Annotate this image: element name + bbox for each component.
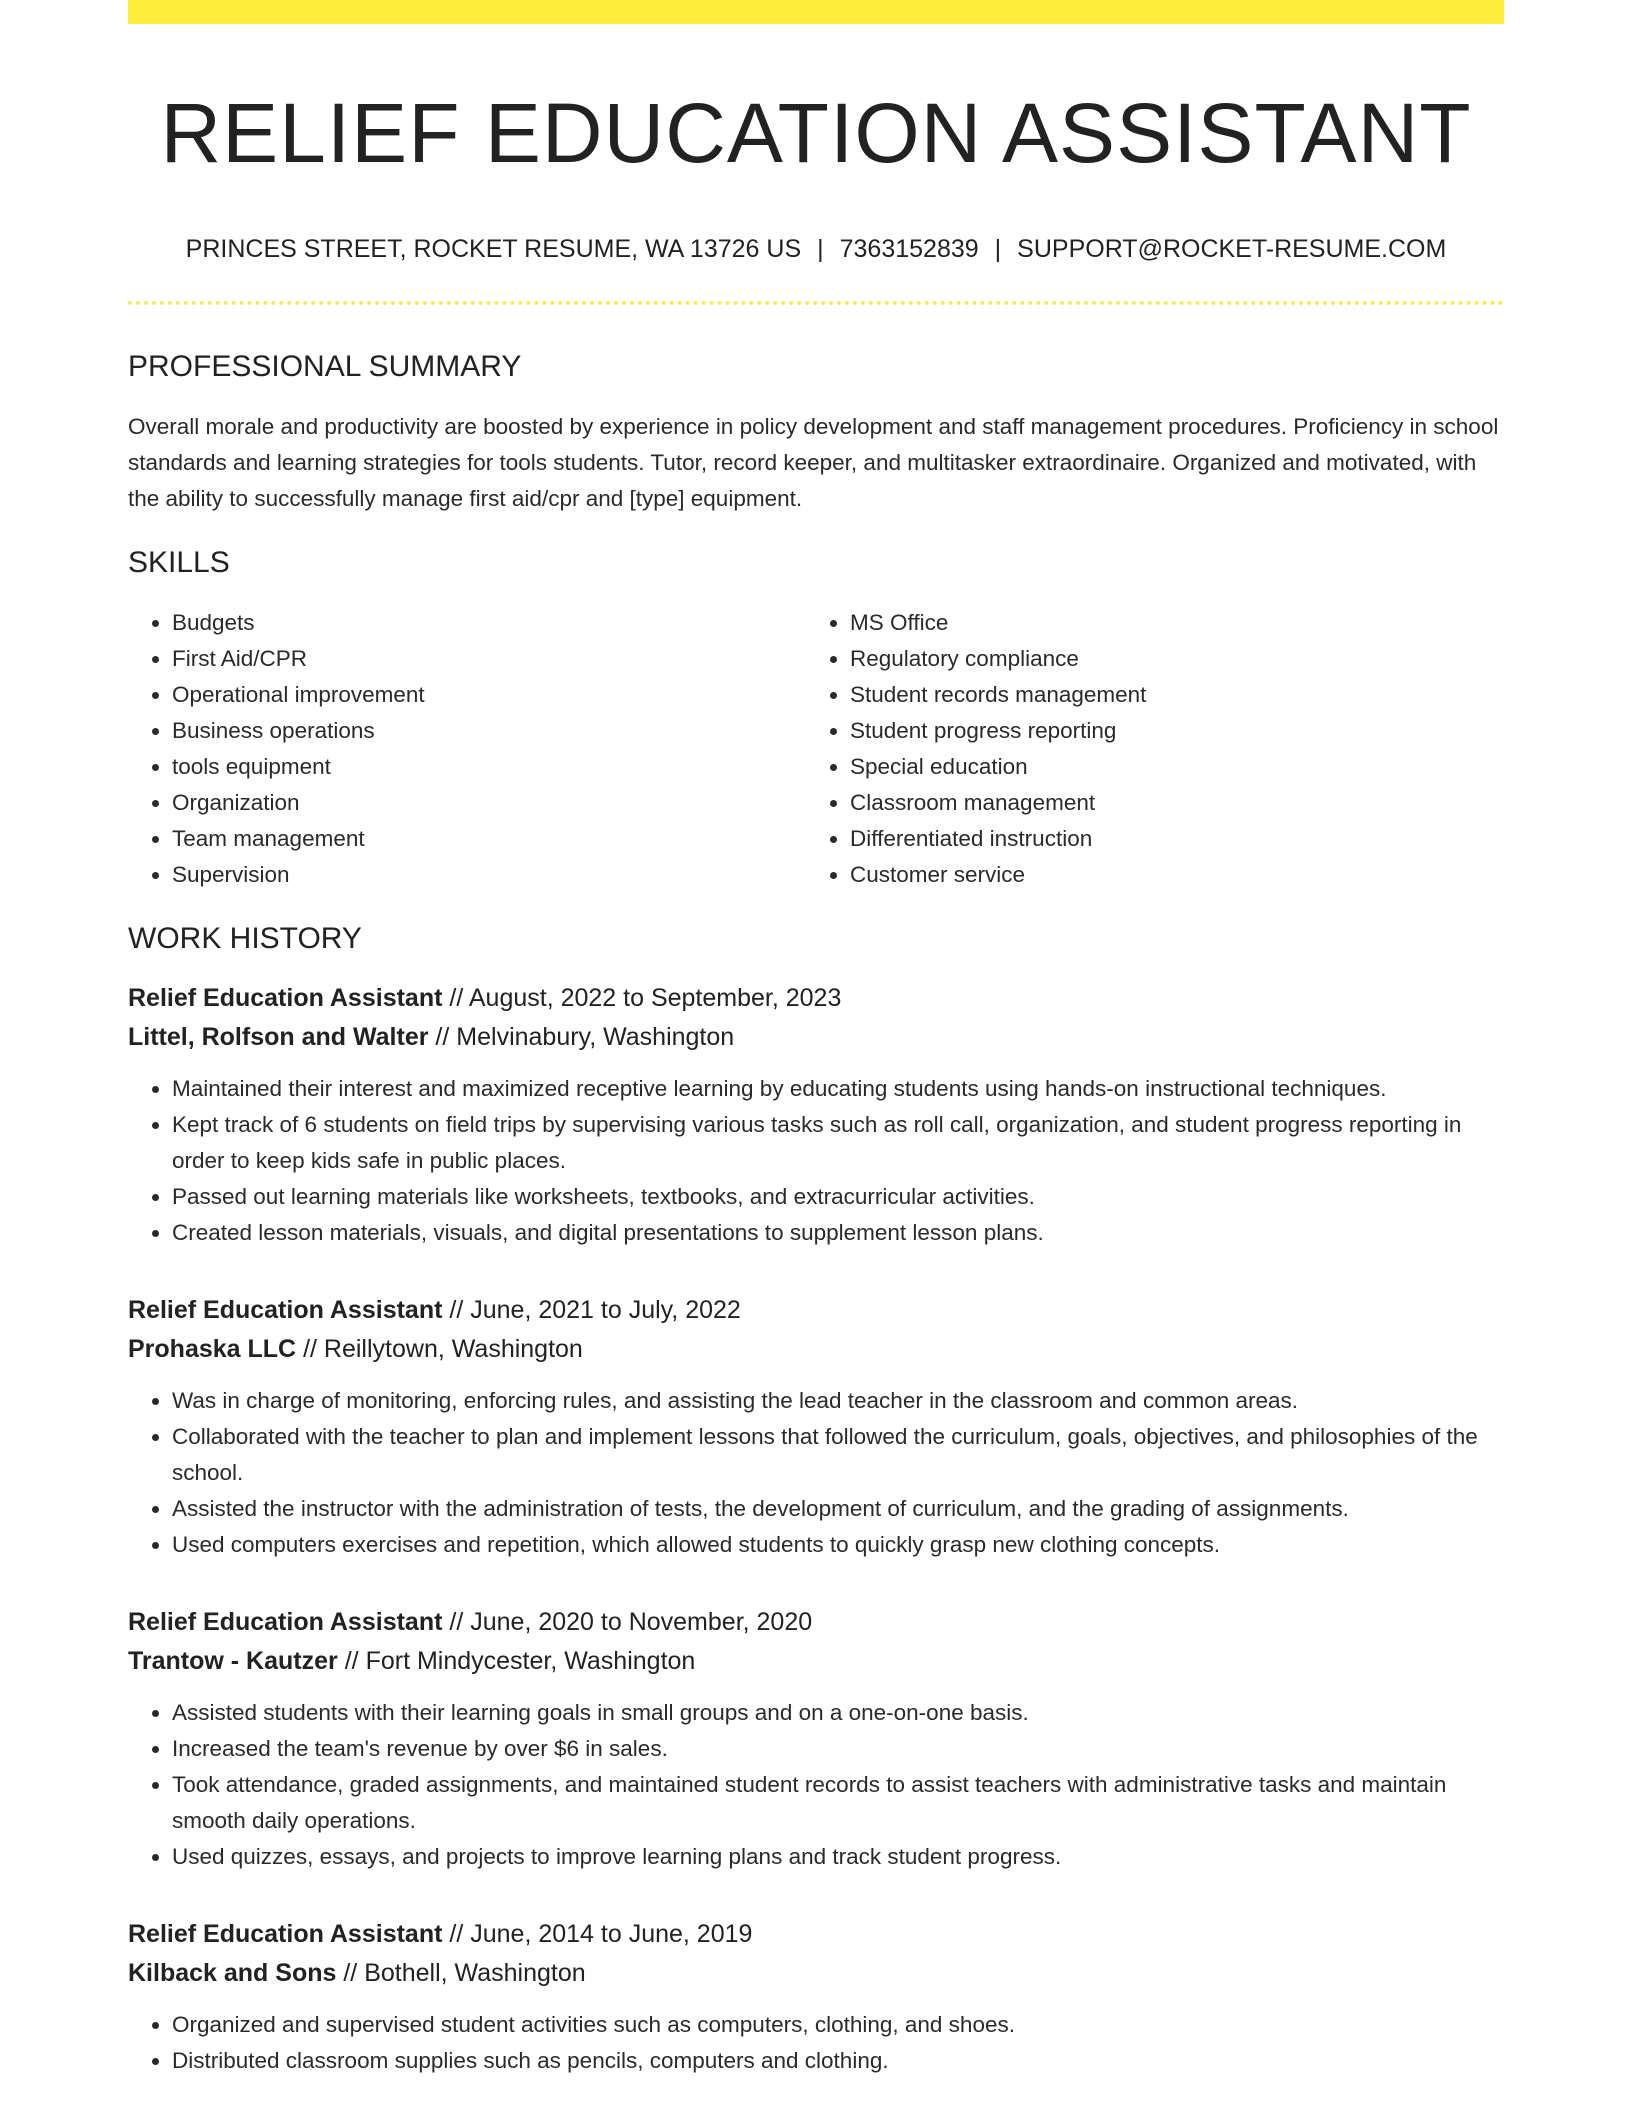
job-dates: June, 2020 to November, 2020 [470,1608,813,1636]
skills-column-right [806,605,1490,893]
summary-heading: PROFESSIONAL SUMMARY [128,350,522,383]
job-bullet: • Took attendance, graded assignments, and maintained student records to assist teachers with administrative tasks and maintain smooth daily operations. [172,1767,1504,1839]
job-location: Reillytown, Washington [323,1335,583,1363]
contact-phone: 7363152839 [839,235,979,263]
job-bullet: • Passed out learning materials like worksheets, textbooks, and extracurricular activities. [172,1179,1504,1215]
job-bullet: • Created lesson materials, visuals, and digital presentations to supplement lesson plans. [172,1215,1504,1251]
skills-heading: SKILLS [128,546,230,579]
dotted-divider [128,301,1504,305]
skill-item: • tools equipment [172,749,806,785]
resume-page [128,0,1504,2079]
skill-item: • Student records management [850,677,1490,713]
job-role: Relief Education Assistant [128,1608,443,1636]
job-company: Kilback and Sons [128,1959,337,1987]
job-separator: // [435,1023,450,1051]
job-bullet: • Distributed classroom supplies such as pencils, computers and clothing. [172,2043,1504,2079]
job-role-line [128,979,1504,1018]
job-bullet: • Collaborated with the teacher to plan and implement lessons that followed the curriculum, goals, objectives, and philosophies of the school. [172,1419,1504,1491]
accent-bar [128,0,1504,24]
contact-email[interactable]: SUPPORT@ROCKET-RESUME.COM [1017,235,1447,263]
skill-item: • First Aid/CPR [172,641,806,677]
job-entry [128,1291,1504,1563]
skill-item: • Differentiated instruction [850,821,1490,857]
job-separator: // [343,1959,358,1987]
skill-item: • Budgets [172,605,806,641]
job-bullet: • Maintained their interest and maximized receptive learning by educating students using hands-on instructional techniques. [172,1071,1504,1107]
contact-line [128,233,1504,265]
job-company-line [128,1018,1504,1057]
job-location: Melvinabury, Washington [456,1023,735,1051]
contact-separator: | [994,235,1002,263]
job-bullet: • Assisted the instructor with the administration of tests, the development of curriculum, and the grading of assignments. [172,1491,1504,1527]
job-dates: June, 2021 to July, 2022 [470,1296,741,1324]
job-role: Relief Education Assistant [128,1920,443,1948]
job-separator: // [449,1920,464,1948]
skill-item: • Special education [850,749,1490,785]
job-company-line [128,1954,1504,1993]
job-company-line [128,1330,1504,1369]
job-separator: // [303,1335,317,1363]
job-bullet: • Assisted students with their learning goals in small groups and on a one-on-one basis. [172,1695,1504,1731]
job-bullet: • Used quizzes, essays, and projects to improve learning plans and track student progress. [172,1839,1504,1875]
skill-item: • Regulatory compliance [850,641,1490,677]
skill-item: • Organization [172,785,806,821]
skill-item: • Operational improvement [172,677,806,713]
skill-item: • Student progress reporting [850,713,1490,749]
job-bullets [128,2007,1504,2079]
skill-item: • MS Office [850,605,1490,641]
job-entry [128,1603,1504,1875]
skill-item: • Customer service [850,857,1490,893]
job-bullet: • Increased the team's revenue by over $6 in sales. [172,1731,1504,1767]
job-separator: // [449,984,464,1012]
contact-address: PRINCES STREET, ROCKET RESUME, WA 13726 US [185,235,802,263]
job-entry [128,1915,1504,2079]
job-role-line [128,1915,1504,1954]
job-company: Littel, Rolfson and Walter [128,1023,429,1051]
job-role: Relief Education Assistant [128,1296,443,1324]
job-role-line [128,1603,1504,1642]
job-separator: // [449,1296,464,1324]
job-company-line [128,1642,1504,1681]
skill-item: • Classroom management [850,785,1490,821]
job-bullet: • Used computers exercises and repetition, which allowed students to quickly grasp new clothing concepts. [172,1527,1504,1563]
job-separator: // [449,1608,464,1636]
job-dates: August, 2022 to September, 2023 [468,984,842,1012]
job-entry [128,979,1504,1251]
job-location: Fort Mindycester, Washington [365,1647,696,1675]
resume-name: RELIEF EDUCATION ASSISTANT [160,86,1472,180]
skill-item: • Business operations [172,713,806,749]
job-company: Prohaska LLC [128,1335,297,1363]
job-role-line [128,1291,1504,1330]
job-bullets [128,1695,1504,1875]
contact-separator: | [817,235,824,263]
job-role: Relief Education Assistant [128,984,443,1012]
summary-text: Overall morale and productivity are boosted by experience in policy development and staff management procedures. Proficiency in school standards and learning strategies for tools students. Tutor, record keeper, and multitasker extraordinaire. Organized and motivated, with the ability to successfully manage first aid/cpr and [type] equipment. [128,414,1499,511]
job-bullet: • Kept track of 6 students on field trips by supervising various tasks such as roll call, organization, and student progress reporting in order to keep kids safe in public places. [172,1107,1504,1179]
skill-item: • Team management [172,821,806,857]
job-bullet: • Organized and supervised student activities such as computers, clothing, and shoes. [172,2007,1504,2043]
job-bullet: • Was in charge of monitoring, enforcing rules, and assisting the lead teacher in the classroom and common areas. [172,1383,1504,1419]
job-bullets [128,1071,1504,1251]
job-company: Trantow - Kautzer [128,1647,338,1675]
skills-list [128,605,1504,893]
skill-item: • Supervision [172,857,806,893]
job-bullets [128,1383,1504,1563]
job-dates: June, 2014 to June, 2019 [470,1920,753,1948]
skills-column-left [128,605,806,893]
work-history-heading: WORK HISTORY [128,922,362,955]
job-separator: // [344,1647,359,1675]
job-location: Bothell, Washington [364,1959,586,1987]
